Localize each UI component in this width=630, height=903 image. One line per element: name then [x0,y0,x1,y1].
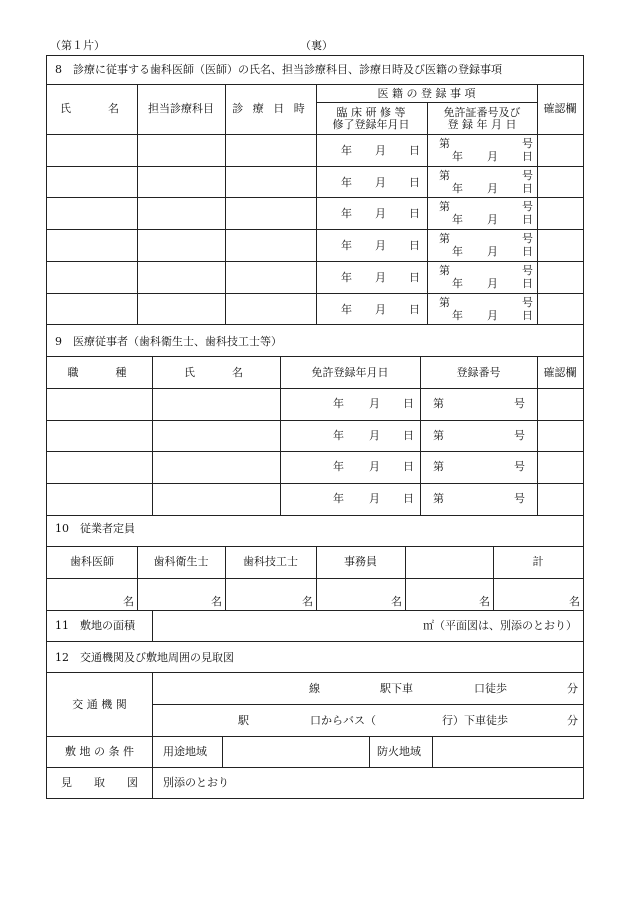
section12-title: 12 交通機関及び敷地周囲の見取図 [55,651,234,664]
license-no-suffix: 号 [522,264,533,277]
date-year-label: 年 [341,239,352,252]
s9-col-job: 職 種 [67,366,132,379]
s8-col-training: 臨 床 研 修 等 修了登録年月日 [332,106,410,131]
map-value: 別添のとおり [163,776,229,789]
page-side-label: （裏） [300,39,333,52]
license-month-label: 月 [487,277,498,290]
date-month-label: 月 [369,492,380,505]
zoning-label: 用途地域 [163,745,207,758]
total-count-unit: 名 [569,595,580,608]
date-day-label: 日 [409,176,420,189]
date-day-label: 日 [403,397,414,410]
license-day-label: 日 [522,277,533,290]
s8-col-license: 免許証番号及び 登 録 年 月 日 [443,106,521,131]
license-year-label: 年 [452,182,463,195]
technician-count-unit: 名 [302,595,313,608]
s8-col-name: 氏 名 [60,102,124,115]
license-day-label: 日 [522,150,533,163]
date-month-label: 月 [375,239,386,252]
date-day-label: 日 [409,271,420,284]
date-year-label: 年 [341,303,352,316]
license-year-label: 年 [452,150,463,163]
date-month-label: 月 [375,303,386,316]
date-year-label: 年 [333,429,344,442]
date-month-label: 月 [375,271,386,284]
map-label: 見 取 図 [61,776,138,789]
date-month-label: 月 [369,460,380,473]
reg-no-prefix: 第 [433,460,444,473]
license-month-label: 月 [487,182,498,195]
station-exit: 駅下車 [380,682,413,695]
date-month-label: 月 [369,397,380,410]
reg-no-suffix: 号 [514,492,525,505]
license-year-label: 年 [452,277,463,290]
license-no-prefix: 第 [439,200,450,213]
clerk-header: 事務員 [344,555,377,568]
license-no-suffix: 号 [522,232,533,245]
bus-bound-walk: 行）下車徒歩 [442,714,508,727]
exit-walk: 口徒歩 [474,682,507,695]
date-month-label: 月 [375,207,386,220]
date-month-label: 月 [375,144,386,157]
license-no-prefix: 第 [439,232,450,245]
date-day-label: 日 [403,429,414,442]
license-no-suffix: 号 [522,137,533,150]
license-year-label: 年 [452,309,463,322]
hygienist-count-unit: 名 [211,595,222,608]
date-day-label: 日 [409,144,420,157]
reg-no-suffix: 号 [514,429,525,442]
s9-col-reg-no: 登録番号 [456,366,501,379]
s9-col-name: 氏 名 [184,366,248,379]
s9-col-confirm: 確認欄 [543,366,577,379]
license-no-suffix: 号 [522,296,533,309]
reg-no-prefix: 第 [433,429,444,442]
license-month-label: 月 [487,245,498,258]
license-day-label: 日 [522,245,533,258]
form-sheet [46,55,584,799]
license-no-suffix: 号 [522,200,533,213]
license-no-suffix: 号 [522,169,533,182]
license-month-label: 月 [487,213,498,226]
site-area-note: ㎡（平面図は、別添のとおり） [423,619,577,632]
license-year-label: 年 [452,213,463,226]
reg-no-prefix: 第 [433,397,444,410]
date-day-label: 日 [409,303,420,316]
date-year-label: 年 [333,492,344,505]
date-day-label: 日 [403,460,414,473]
date-day-label: 日 [409,207,420,220]
license-no-prefix: 第 [439,264,450,277]
clerk-count-unit: 名 [391,595,402,608]
license-day-label: 日 [522,309,533,322]
date-year-label: 年 [341,144,352,157]
dentist-header: 歯科医師 [70,555,114,568]
section8-title: 8 診療に従事する歯科医師（医師）の氏名、担当診療科目、診療日時及び医籍の登録事項 [55,63,502,76]
reg-no-suffix: 号 [514,397,525,410]
s8-col-confirm: 確認欄 [543,102,577,115]
page-number-label: （第１片） [50,39,105,52]
date-year-label: 年 [341,207,352,220]
license-no-prefix: 第 [439,296,450,309]
minutes-label-2: 分 [567,714,578,727]
reg-no-prefix: 第 [433,492,444,505]
s8-col-registry: 医 籍 の 登 録 事 項 [377,87,476,100]
date-day-label: 日 [403,492,414,505]
section9-title: 9 医療従事者（歯科衛生士、歯科技工士等） [55,335,282,348]
license-no-prefix: 第 [439,169,450,182]
date-year-label: 年 [341,176,352,189]
date-year-label: 年 [341,271,352,284]
station-suffix: 駅 [238,714,249,727]
line-suffix: 線 [309,682,320,695]
s8-col-subject: 担当診療科目 [148,102,214,115]
reg-no-suffix: 号 [514,460,525,473]
dentist-count-unit: 名 [123,595,134,608]
license-no-prefix: 第 [439,137,450,150]
date-month-label: 月 [375,176,386,189]
date-month-label: 月 [369,429,380,442]
license-year-label: 年 [452,245,463,258]
license-day-label: 日 [522,213,533,226]
license-month-label: 月 [487,150,498,163]
other-count-unit: 名 [479,595,490,608]
s9-col-license-date: 免許登録年月日 [311,366,389,379]
section11-title: 11 敷地の面積 [55,619,135,632]
license-month-label: 月 [487,309,498,322]
site-condition-label: 敷 地 の 条 件 [65,745,134,758]
hygienist-header: 歯科衛生士 [153,555,209,568]
bus-from-exit: 口からバス（ [310,714,376,727]
technician-header: 歯科技工士 [243,555,298,568]
date-day-label: 日 [409,239,420,252]
transport-label: 交 通 機 関 [72,698,127,711]
section10-title: 10 従業者定員 [55,522,135,535]
fire-zone-label: 防火地域 [377,745,421,758]
minutes-label: 分 [567,682,578,695]
date-year-label: 年 [333,460,344,473]
s8-col-datetime: 診 療 日 時 [232,102,308,115]
total-header: 計 [532,555,544,568]
license-day-label: 日 [522,182,533,195]
date-year-label: 年 [333,397,344,410]
